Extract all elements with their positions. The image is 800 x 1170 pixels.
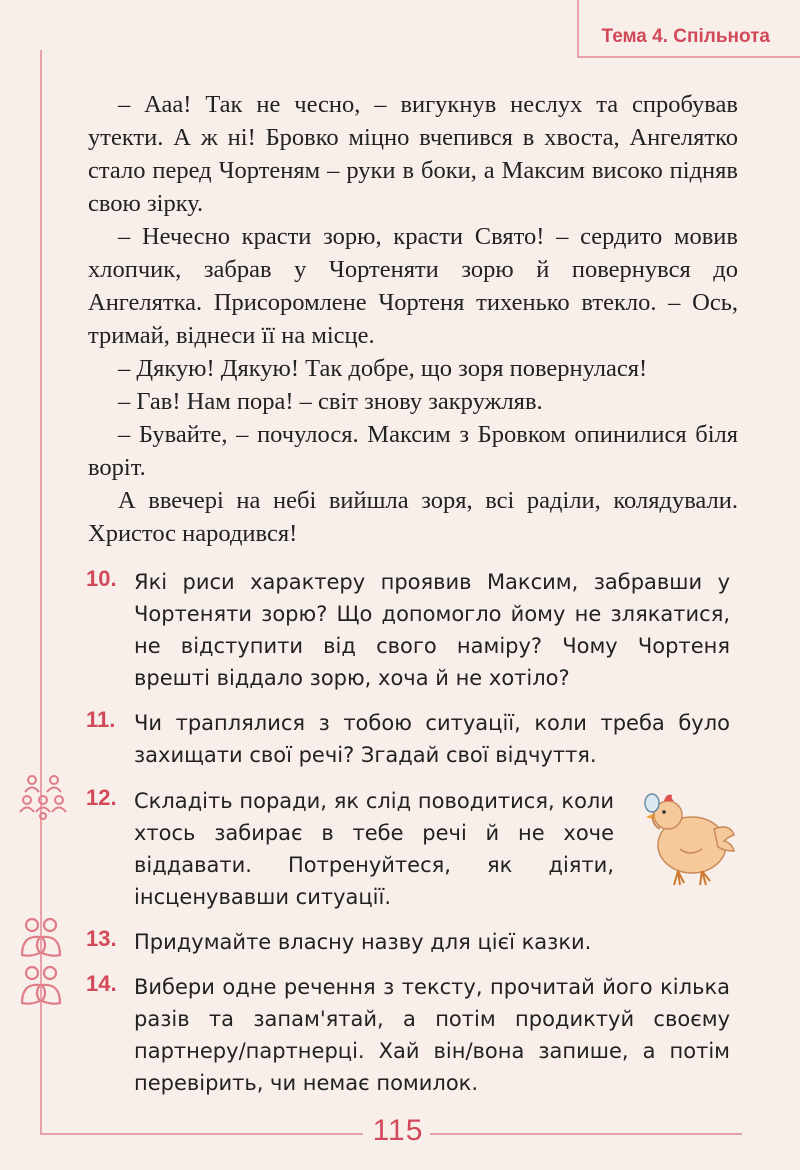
task-number: 11. xyxy=(86,707,116,732)
footer-line xyxy=(40,1133,363,1135)
story-paragraph: – Нечесно красти зорю, красти Свято! – сердито мовив хлопчик, забрав у Чортеняти зорю й повернувся до Ангелятка. Присоромлене Чортеня тихенько втекло. – Ось, тримай, віднеси її на місце. xyxy=(88,223,738,349)
task-number: 12. xyxy=(86,785,117,810)
story-paragraph: А ввечері на небі вийшла зоря, всі раділи, колядували. Христос народився! xyxy=(88,487,738,547)
task-text: Вибери одне речення з тексту, прочитай його кілька разів та запам'ятай, а потім продиктуй своєму партнеру/партнерці. Хай він/вона запише, а потім перевірить, чи немає помилок. xyxy=(134,975,730,1095)
task-text: Складіть поради, як слід поводитися, коли хтось забирає в тебе речі й не хоче віддавати. Потренуйтеся, як діяти, інсценувавши ситуації. xyxy=(134,789,614,909)
story-paragraph: – Дякую! Дякую! Так добре, що зоря повернулася! xyxy=(118,355,648,382)
pair-work-icon xyxy=(18,915,64,961)
story-paragraph: – Бувайте, – почулося. Максим з Бровком опинилися біля воріт. xyxy=(88,421,738,481)
task-number: 14. xyxy=(86,971,117,996)
task-number: 10. xyxy=(86,566,117,591)
header-divider-horizontal xyxy=(577,56,800,58)
page-number: 115 xyxy=(372,1114,424,1147)
hen-illustration xyxy=(630,785,740,890)
footer-line xyxy=(430,1133,742,1135)
section-title: Тема 4. Спільнота xyxy=(601,26,770,47)
story-paragraph: – Ааа! Так не чесно, – вигукнув неслух та спробував утекти. А ж ні! Бровко міцно вчепився в хвоста, Ангелятко стало перед Чортеням – руки в боки, а Максим високо підняв свою зірку. xyxy=(88,91,738,217)
group-work-icon xyxy=(18,772,68,824)
task-number: 13. xyxy=(86,926,117,951)
story-paragraph: – Гав! Нам пора! – світ знову закружляв. xyxy=(118,388,543,415)
task-text: Чи траплялися з тобою ситуації, коли треба було захищати свої речі? Згадай свої відчуття. xyxy=(134,711,730,767)
task-text: Які риси характеру проявив Максим, забравши у Чортеняти зорю? Що допомогло йому не злякатися, не відступити від свого наміру? Чому Чортеня врешті віддало зорю, хоча й не хотіло? xyxy=(134,570,730,690)
task-text: Придумайте власну назву для цієї казки. xyxy=(134,930,592,954)
story-text xyxy=(88,88,738,550)
pair-work-icon xyxy=(18,963,64,1009)
header-divider-vertical xyxy=(577,0,579,56)
